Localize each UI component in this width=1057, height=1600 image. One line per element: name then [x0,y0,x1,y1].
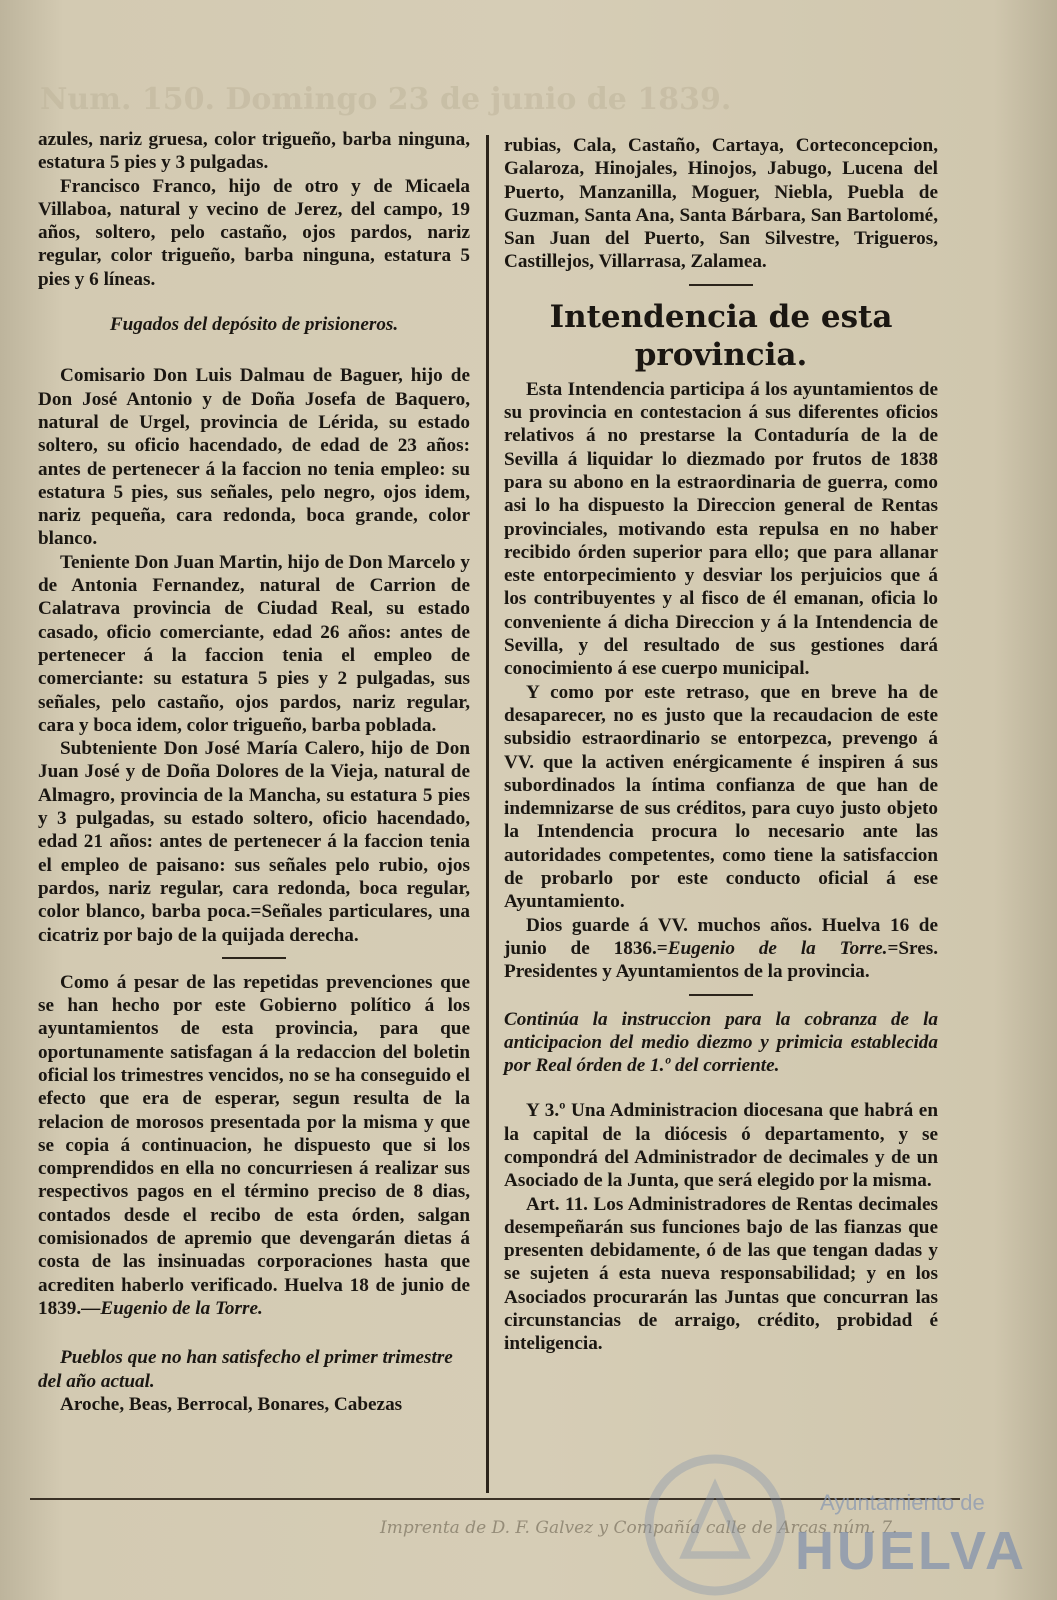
closing-text: Dios guarde á VV. muchos años. Huelva 16 de junio de 1836.= [504,914,938,959]
right-paragraph-6: Art. 11. Los Administradores de Rentas decimales desempeñarán sus funciones bajo de las fianzas que presenten debidamente, ó de las que tengan dadas y se sujeten á esta nueva responsabilidad; y en los Asociados procurarán las Juntas que concurran las circunstancias de arraigo, crédito, probidad é inteligencia. [504,1193,938,1355]
left-paragraph-7: Aroche, Beas, Berrocal, Bonares, Cabezas [60,1393,403,1415]
left-paragraph-4: Teniente Don Juan Martin, hijo de Don Marcelo y de Antonia Fernandez, natural de Carrion de Calatrava provincia de Ciudad Real, su estado casado, oficio comerciante, edad 26 años: antes de pertenecer á la faccion tenia el empleo de comerciante: su estatura 5 pies y 2 pulgadas, sus señales, pelo castaño, ojos pardos, nariz regular, cara y boca idem, color trigueño, barba poblada. [38,551,470,736]
watermark-caption: Ayuntamiento de [820,1490,985,1515]
section-separator [689,284,753,286]
left-paragraph-5: Subteniente Don José María Calero, hijo de Don Juan José y de Doña Dolores de la Vieja, natural de Almagro, provincia de la Mancha, su estatura 5 pies y 3 pulgadas, su estado soltero, oficio hacendado, edad 21 años: antes de pertenecer á la faccion tenia el empleo de paisano: sus señales pelo rubio, ojos pardos, nariz regular, cara redonda, boca regular, color blanco, barba poca.=Señales particulares, una cicatriz por bajo de la quijada derecha. [38,738,470,946]
right-paragraph-5: Y 3.º Una Administracion diocesana que habrá en la capital de la diócesis ó departamento, y se compondrá del Administrador de decimales y de un Asociado de la Junta, que será elegido por la misma. [504,1100,938,1192]
section-heading-fugados: Fugados del depósito de prisioneros. [109,314,399,336]
right-paragraph-1: rubias, Cala, Castaño, Cartaya, Corteconcepcion, Galaroza, Hinojales, Hinojos, Jabugo, Lucena del Puerto, Manzanilla, Moguer, Niebla, Puebla de Guzman, Santa Ana, Santa Bárbara, San Bartolomé, San Juan del Puerto, San Silvestre, Trigueros, Castillejos, Villarrasa, Zalamea. [504,135,938,273]
bleed-through-header: Num. 150. Domingo 23 de junio de 1839. [40,82,732,117]
signature: Eugenio de la Torre. [667,937,888,959]
section-separator [222,957,286,959]
signature: Eugenio de la Torre. [100,1297,263,1319]
notice-text: Como á pesar de las repetidas prevenciones que se han hecho por este Gobierno político á los ayuntamientos de esta provincia, para que oportunamente satisfagan á la redaccion del boletin oficial los trimestres vencidos, no se ha conseguido el efecto que era de esperar, segun resulta de la relacion de morosos presentada por la misma y que se copia á continuacion, he dispuesto que si los comprendidos en ella no concurriesen á realizar sus respectivos pagos en el término preciso de 8 dias, contados desde el recibo de esta órden, salgan comisionados de apremio que devengarán dietas á costa de las insinuadas corporaciones hasta que acrediten haberlo verificado. Huelva 18 de junio de 1839.— [38,971,470,1319]
right-paragraph-2: Esta Intendencia participa á los ayuntamientos de su provincia en contestacion á sus diferentes oficios relativos á no prestarse la Contaduría de la de Sevilla á liquidar lo diezmado por frutos de 1838 para su abono en la estraordinaria de guerra, como asi lo ha dispuesto la Direccion general de Rentas provinciales, motivando esta repulsa en no haber recibido órden superior para ello; que para allanar este entorpecimiento y desviar los perjuicios que á los contribuyentes y al fisco de él emanan, oficia lo conveniente á dicha Direccion y á la Intendencia de Sevilla, y del resultado de sus gestiones dará conocimiento á ese cuerpo municipal. [504,378,938,680]
instruction-intro: Continúa la instruccion para la cobranza de la anticipacion del medio diezmo y primicia establecida por Real órden de 1.º del corriente. [504,1008,938,1077]
addressees: =Sres. Presidentes y Ayuntamientos de la provincia. [504,937,939,983]
left-paragraph-2: Francisco Franco, hijo de otro y de Micaela Villaboa, natural y vecino de Jerez, del campo, 19 años, soltero, pelo castaño, ojos pardos, nariz regular, color trigueño, barba ninguna, estatura 5 pies y 6 líneas. [38,175,470,290]
printer-imprint: Imprenta de D. F. Galvez y Compañía calle de Arcas núm. 7. [380,1518,898,1538]
right-column [504,134,938,1356]
section-separator [689,994,753,996]
left-column [38,128,470,1416]
column-divider [486,135,489,1493]
left-paragraph-1: azules, nariz gruesa, color trigueño, barba ninguna, estatura 5 pies y 3 pulgadas. [38,129,470,174]
left-paragraph-6 [38,971,470,1320]
section-heading-pueblos: Pueblos que no han satisfecho el primer trimestre del año actual. [38,1347,453,1392]
section-title-intendencia: Intendencia de esta provincia. [549,298,893,373]
right-paragraph-4 [504,914,938,984]
left-paragraph-3: Comisario Don Luis Dalmau de Baguer, hijo de Don José Antonio y de Doña Josefa de Baquero, natural de Urgel, provincia de Lérida, su estado soltero, su oficio hacendado, de edad de 23 años: antes de pertenecer á la faccion no tenia empleo: su estatura 5 pies, sus señales, pelo negro, ojos idem, nariz pequeña, cara redonda, boca grande, color blanco. [38,365,470,550]
watermark-logo-text: HUELVA [795,1521,1027,1581]
watermark-emblem-icon [640,1450,790,1600]
right-paragraph-3: Y como por este retraso, que en breve ha de desaparecer, no es justo que la recaudacion de este subsidio estraordinario se entorpezca, prevengo á VV. que la activen enérgicamente é inspiren á sus subordinados la íntima confianza de que han de indemnizarse de sus créditos, para cuyo justo objeto la Intendencia procura lo necesario ante las autoridades competentes, como tiene la satisfaccion de probarlo por este conducto oficial á ese Ayuntamiento. [504,681,938,913]
